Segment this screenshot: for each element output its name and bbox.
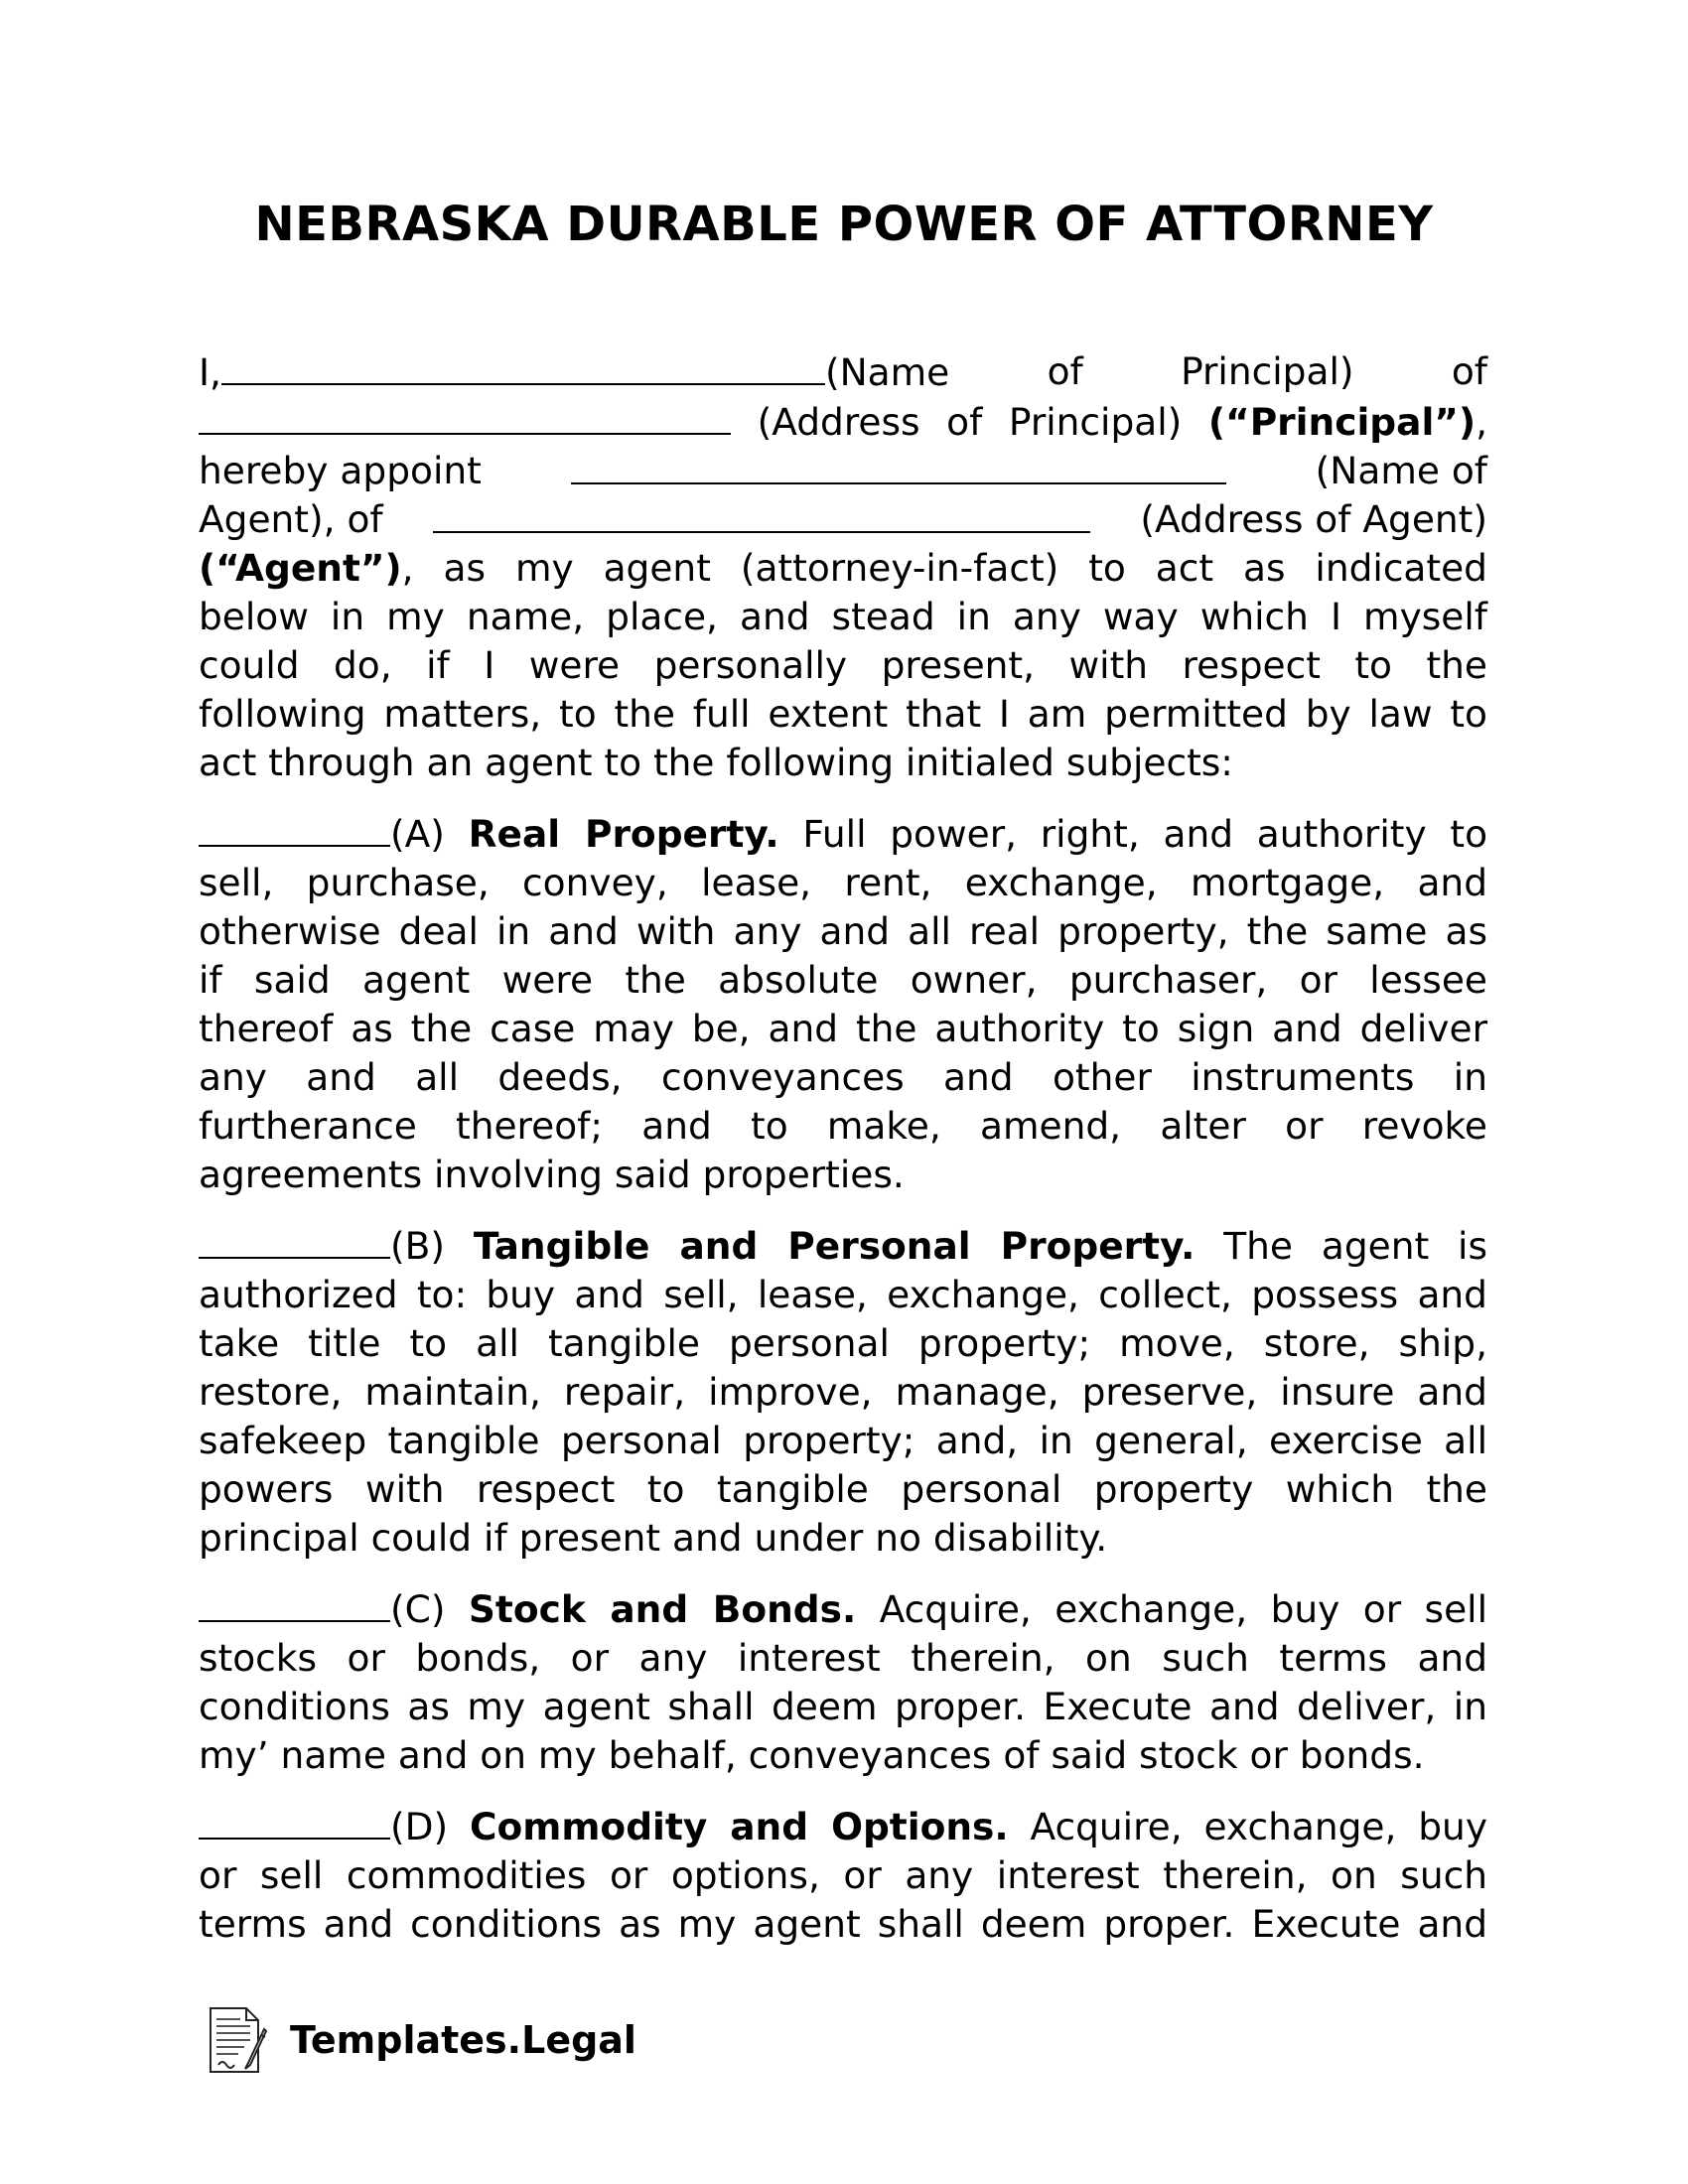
intro-line-5: (“Agent”), as my agent (attorney-in-fact) to act as indicated: [199, 546, 1487, 590]
agent-address-blank[interactable]: [433, 495, 1090, 533]
brand-name: Templates.Legal: [290, 2018, 636, 2062]
intro-line-4: Agent), of (Address of Agent): [199, 497, 1487, 541]
document-pen-icon: [207, 2005, 268, 2075]
section-c-line: conditions as my agent shall deem proper. Execute and deliver, in: [199, 1685, 1487, 1728]
section-b-line: authorized to: buy and sell, lease, exchange, collect, possess and: [199, 1273, 1487, 1316]
initial-blank-a[interactable]: [199, 809, 390, 847]
section-b-line: take title to all tangible personal property; move, store, ship,: [199, 1321, 1487, 1365]
section-b-line: safekeep tangible personal property; and, in general, exercise all: [199, 1419, 1487, 1462]
initial-blank-c[interactable]: [199, 1584, 390, 1622]
principal-address-blank[interactable]: [199, 397, 731, 435]
intro-line-8: following matters, to the full extent that I am permitted by law to: [199, 692, 1487, 736]
principal-name-blank[interactable]: [221, 347, 825, 385]
section-d-line: terms and conditions as my agent shall deem proper. Execute and: [199, 1902, 1487, 1946]
section-b-line: restore, maintain, repair, improve, manage, preserve, insure and: [199, 1370, 1487, 1414]
document-body: [199, 347, 1487, 1971]
document-title: NEBRASKA DURABLE POWER OF ATTORNEY: [254, 197, 1434, 252]
section-a-heading: Real Property.: [468, 812, 779, 856]
section-a-line: if said agent were the absolute owner, purchaser, or lessee: [199, 958, 1487, 1002]
section-c-line: my’ name and on my behalf, conveyances of said stock or bonds.: [199, 1733, 1425, 1777]
intro-line-6: below in my name, place, and stead in any way which I myself: [199, 595, 1487, 638]
intro-line-7: could do, if I were personally present, with respect to the: [199, 643, 1487, 687]
section-a-line: agreements involving said properties.: [199, 1153, 905, 1196]
section-d: [199, 1802, 1487, 1949]
section-c-first-line: (C) Stock and Bonds. Acquire, exchange, buy or sell: [199, 1584, 1487, 1634]
section-d-first-line: (D) Commodity and Options. Acquire, exchange, buy: [199, 1802, 1487, 1851]
section-b-heading: Tangible and Personal Property.: [473, 1224, 1196, 1268]
section-c-heading: Stock and Bonds.: [468, 1587, 857, 1631]
section-a-line: sell, purchase, convey, lease, rent, exchange, mortgage, and: [199, 861, 1487, 904]
section-a-line: furtherance thereof; and to make, amend, alter or revoke: [199, 1104, 1487, 1148]
footer-logo: [207, 2005, 636, 2075]
section-b-first-line: (B) Tangible and Personal Property. The agent is: [199, 1221, 1487, 1271]
section-b: [199, 1221, 1487, 1563]
section-c: [199, 1584, 1487, 1780]
agent-name-blank[interactable]: [571, 447, 1226, 484]
section-c-line: stocks or bonds, or any interest therein, on such terms and: [199, 1636, 1487, 1680]
initial-blank-d[interactable]: [199, 1802, 390, 1840]
initial-blank-b[interactable]: [199, 1221, 390, 1259]
intro-line-1: I, (Name of Principal) of: [199, 349, 1487, 394]
section-a-first-line: (A) Real Property. Full power, right, and authority to: [199, 809, 1487, 859]
section-d-heading: Commodity and Options.: [470, 1805, 1009, 1848]
intro-line-3: hereby appoint (Name of: [199, 449, 1487, 492]
section-a-line: otherwise deal in and with any and all real property, the same as: [199, 909, 1487, 953]
section-a: [199, 809, 1487, 1199]
section-a-line: any and all deeds, conveyances and other instruments in: [199, 1055, 1487, 1099]
section-d-line: or sell commodities or options, or any interest therein, on such: [199, 1853, 1487, 1897]
intro-paragraph: [199, 347, 1487, 787]
section-b-line: principal could if present and under no disability.: [199, 1516, 1108, 1560]
intro-line-2: (Address of Principal) (“Principal”),: [199, 397, 1487, 447]
section-a-line: thereof as the case may be, and the authority to sign and deliver: [199, 1007, 1487, 1050]
intro-line-9: act through an agent to the following initialed subjects:: [199, 741, 1233, 784]
section-b-line: powers with respect to tangible personal property which the: [199, 1467, 1487, 1511]
